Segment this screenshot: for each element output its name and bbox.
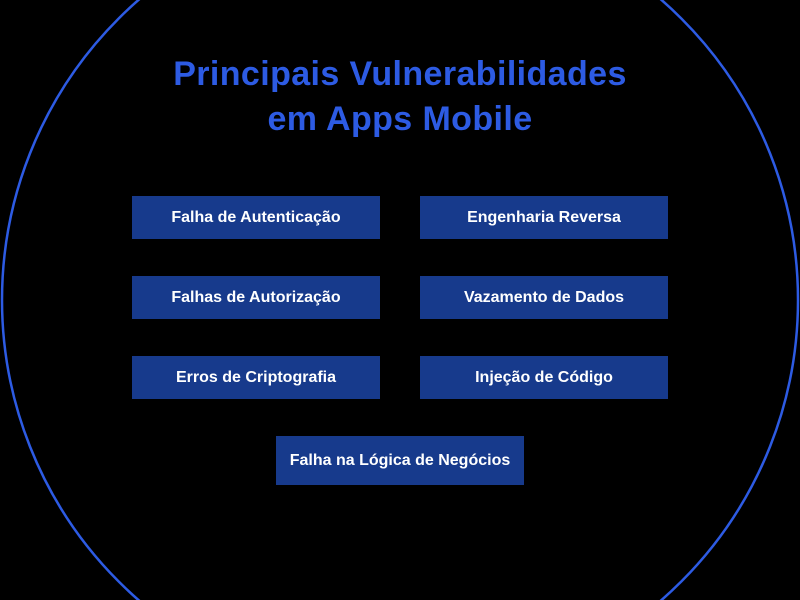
card-falha-de-autenticacao[interactable]: Falha de Autenticação	[132, 196, 380, 239]
card-erros-de-criptografia[interactable]: Erros de Criptografia	[132, 356, 380, 399]
slide-title-line-1: Principais Vulnerabilidades	[173, 55, 627, 93]
card-row-2	[0, 276, 800, 319]
slide-title-line-2: em Apps Mobile	[267, 99, 533, 138]
card-row-3	[0, 356, 800, 399]
card-vazamento-de-dados[interactable]: Vazamento de Dados	[420, 276, 668, 319]
slide-title	[0, 52, 800, 142]
vulnerability-card-grid	[0, 196, 800, 485]
card-row-1	[0, 196, 800, 239]
card-falha-na-logica-de-negocios[interactable]: Falha na Lógica de Negócios	[276, 436, 524, 485]
card-row-4	[0, 436, 800, 485]
card-injecao-de-codigo[interactable]: Injeção de Código	[420, 356, 668, 399]
card-engenharia-reversa[interactable]: Engenharia Reversa	[420, 196, 668, 239]
card-falhas-de-autorizacao[interactable]: Falhas de Autorização	[132, 276, 380, 319]
